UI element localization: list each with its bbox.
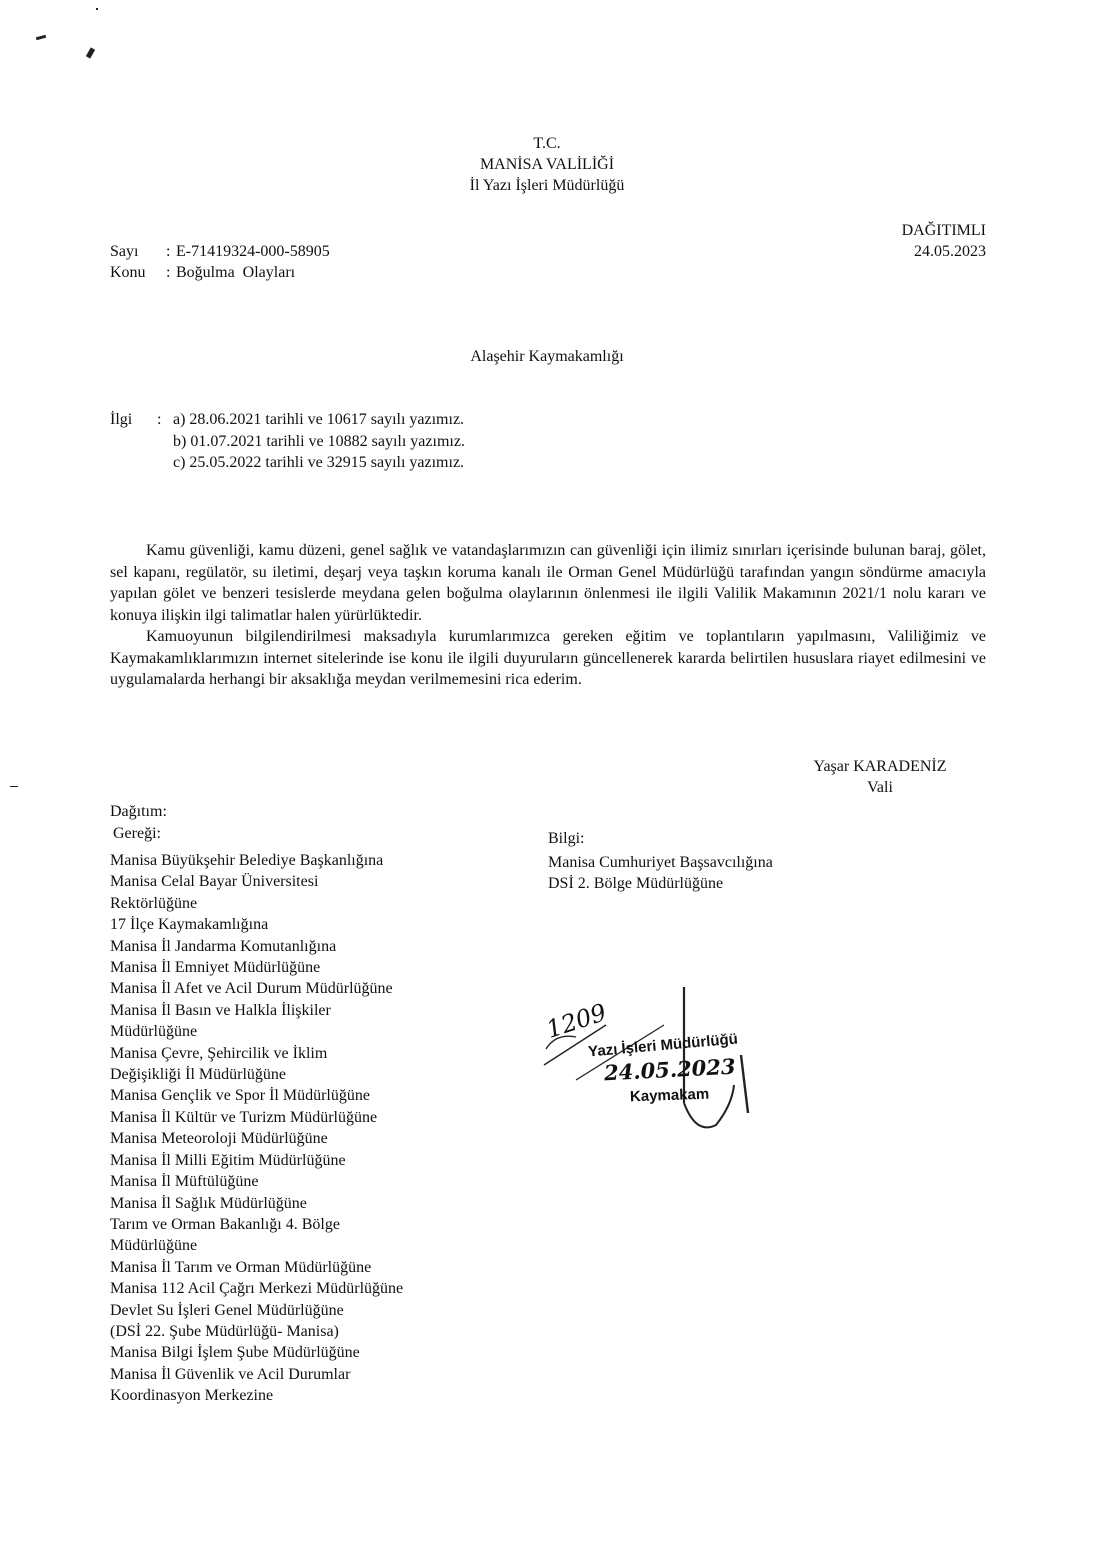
geregi-item: Manisa Celal Bayar Üniversitesi	[110, 873, 319, 891]
geregi-label: Gereği:	[113, 825, 161, 842]
konu-row	[110, 262, 330, 283]
geregi-item: Müdürlüğüne	[110, 1237, 198, 1255]
geregi-item: Manisa İl Milli Eğitim Müdürlüğüne	[110, 1151, 346, 1169]
geregi-item: Manisa 112 Acil Çağrı Merkezi Müdürlüğüne	[110, 1280, 404, 1298]
body-paragraph-1: Kamu güvenliği, kamu düzeni, genel sağlık ve vatandaşlarımızın can güvenliği için ilimiz sınırları içerisinde bulunan baraj, gölet, sel kapanı, regülatör, su iletimi, deşarj veya taşkın koruma kanalı ile Orman Genel Müdürlüğü tarafından yangın söndürme amacıyla yapılan gölet ve benzeri tesislerde meydana gelen boğulma olaylarının önlenmesi ile ilgili Valilik Makamının 2021/1 nolu kararı ve konuya ilişkin ilgi talimatlar halen yürürlüktedir.	[110, 542, 986, 624]
distribution-date-block	[784, 220, 986, 262]
ilgi-item: a) 28.06.2021 tarihli ve 10617 sayılı yazımız.	[173, 411, 465, 428]
distribution-heading: Dağıtım:	[110, 803, 167, 820]
geregi-item: Manisa İl Müftülüğüne	[110, 1173, 259, 1191]
geregi-item: Tarım ve Orman Bakanlığı 4. Bölge	[110, 1215, 340, 1233]
scan-speck	[86, 47, 95, 58]
sayi-colon: :	[166, 243, 171, 260]
ilgi-label: İlgi	[110, 411, 133, 428]
scan-speck	[10, 786, 18, 787]
konu-colon: :	[166, 264, 171, 281]
ilgi-item: b) 01.07.2021 tarihli ve 10882 sayılı yazımız.	[173, 432, 465, 450]
geregi-item: Manisa İl Güvenlik ve Acil Durumlar	[110, 1365, 351, 1383]
distribution-flag: DAĞITIMLI	[901, 222, 986, 239]
geregi-item: Değişikliği İl Müdürlüğüne	[110, 1066, 286, 1084]
signatory-title: Vali	[867, 779, 893, 796]
bilgi-label: Bilgi:	[548, 830, 585, 847]
geregi-item: Manisa Gençlik ve Spor İl Müdürlüğüne	[110, 1087, 370, 1105]
stamp-department: Yazı İşleri Müdürlüğü	[587, 1030, 739, 1061]
ilgi-list	[173, 409, 465, 474]
konu-value: Boğulma Olayları	[176, 264, 296, 281]
geregi-item: Manisa İl Basın ve Halkla İlişkiler	[110, 1001, 331, 1019]
geregi-item: Manisa Meteoroloji Müdürlüğüne	[110, 1130, 328, 1148]
geregi-item: 17 İlçe Kaymakamlığına	[110, 916, 269, 934]
geregi-item: Manisa Büyükşehir Belediye Başkanlığına	[110, 852, 384, 869]
addressee: Alaşehir Kaymakamlığı	[470, 348, 624, 365]
signature-block	[800, 756, 960, 798]
geregi-item: Manisa İl Sağlık Müdürlüğüne	[110, 1194, 307, 1212]
ilgi-item: c) 25.05.2022 tarihli ve 32915 sayılı yazımız.	[173, 454, 465, 471]
geregi-item: Manisa Çevre, Şehircilik ve İklim	[110, 1044, 328, 1062]
konu-label: Konu	[110, 264, 146, 281]
letterhead	[0, 133, 1094, 196]
stamp-date: 24.05.2023	[603, 1053, 737, 1086]
geregi-item: Müdürlüğüne	[110, 1023, 198, 1041]
geregi-item: Koordinasyon Merkezine	[110, 1387, 274, 1405]
sayi-row	[110, 241, 330, 262]
scan-speck	[36, 35, 46, 40]
body-paragraph-2: Kamuoyunun bilgilendirilmesi maksadıyla kurumlarımızca gereken eğitim ve toplantıların yapılmasını, Valiliğimiz ve Kaymakamlıklarımızın internet sitelerinde ise konu ile ilgili duyuruların güncellenerek kararda belirtilen hususlara riayet edilmesini ve uygulamalarda herhangi bir aksaklığa meydan verilmemesini rica ederim.	[110, 628, 986, 688]
scan-speck	[96, 8, 98, 10]
letterhead-office: MANİSA VALİLİĞİ	[479, 156, 615, 173]
bilgi-item: Manisa Cumhuriyet Başsavcılığına	[548, 854, 773, 871]
letterhead-country: T.C.	[533, 135, 561, 152]
stamp-title: Kaymakam	[629, 1085, 710, 1106]
geregi-item: Manisa İl Emniyet Müdürlüğüne	[110, 959, 321, 977]
ilgi-colon: :	[157, 411, 162, 428]
bilgi-list	[548, 852, 928, 895]
document-date: 24.05.2023	[914, 243, 986, 260]
geregi-item: Manisa İl Tarım ve Orman Müdürlüğüne	[110, 1258, 372, 1276]
geregi-item: Manisa Bilgi İşlem Şube Müdürlüğüne	[110, 1344, 360, 1362]
geregi-item: Manisa İl Afet ve Acil Durum Müdürlüğüne	[110, 980, 393, 998]
geregi-item: Manisa İl Kültür ve Turizm Müdürlüğüne	[110, 1108, 378, 1126]
stamp-handwritten-number: 1209	[543, 998, 610, 1044]
geregi-item: Rektörlüğüne	[110, 894, 198, 912]
reference-block	[110, 241, 330, 283]
signatory-name: Yaşar KARADENİZ	[813, 758, 947, 775]
geregi-item: Devlet Su İşleri Genel Müdürlüğüne	[110, 1301, 344, 1319]
bilgi-item: DSİ 2. Bölge Müdürlüğüne	[548, 875, 724, 893]
geregi-item: (DSİ 22. Şube Müdürlüğü- Manisa)	[110, 1322, 339, 1340]
sayi-value: E-71419324-000-58905	[176, 243, 330, 260]
received-stamp	[536, 985, 776, 1145]
letterhead-department: İl Yazı İşleri Müdürlüğü	[469, 177, 625, 194]
geregi-item: Manisa İl Jandarma Komutanlığına	[110, 937, 337, 955]
sayi-label: Sayı	[110, 243, 139, 260]
geregi-list	[110, 850, 510, 1407]
